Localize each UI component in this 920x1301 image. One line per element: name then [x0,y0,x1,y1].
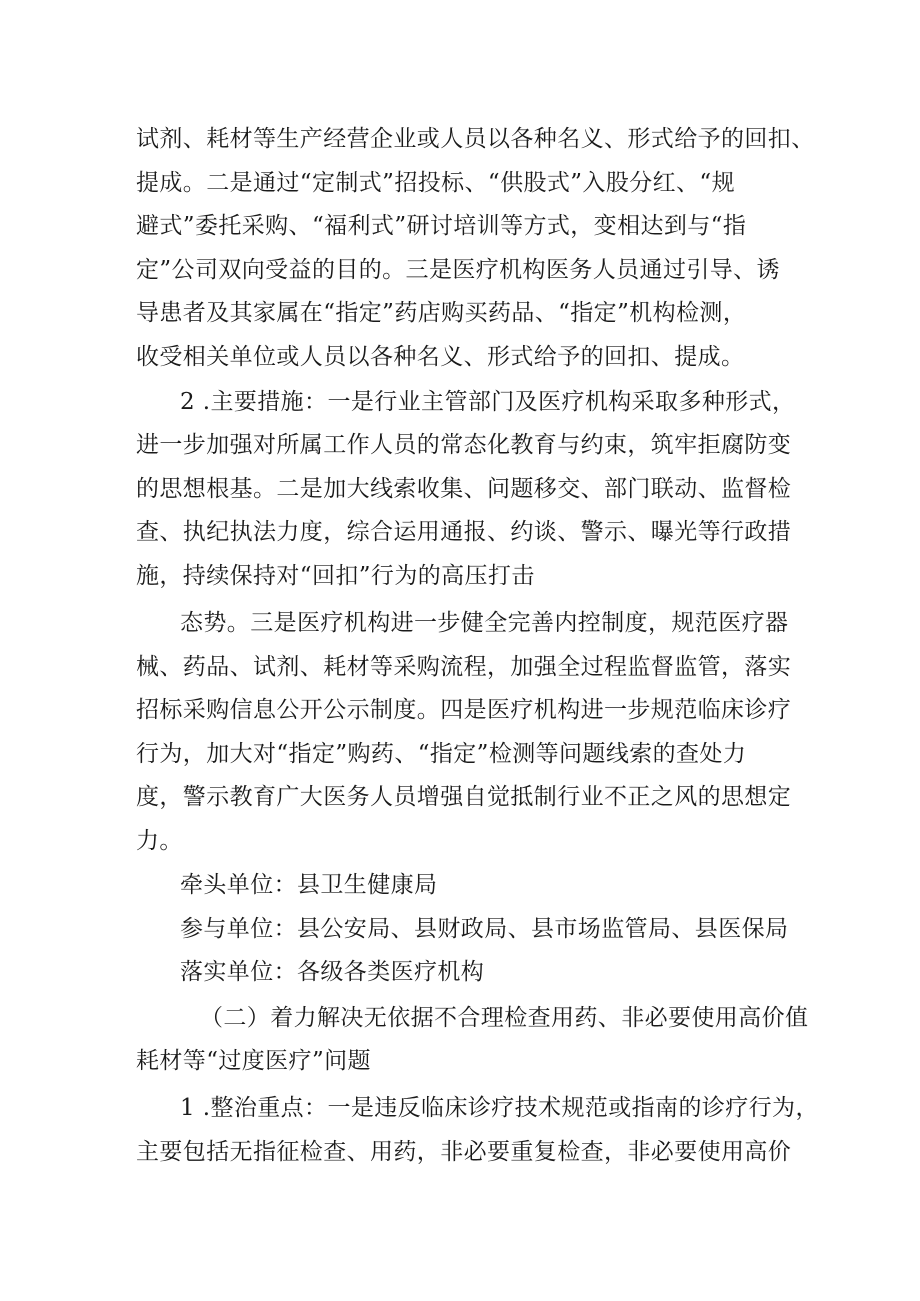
paragraph-line: 避式”委托采购、“福利式”研讨培训等方式，变相达到与“指 [136,213,747,239]
section-heading: （二）着力解决无依据不合理检查用药、非必要使用高价值 [200,1005,809,1031]
paragraph-line: 进一步加强对所属工作人员的常态化教育与约束，筑牢拒腐防变 [136,432,792,458]
implementing-units-line: 落实单位：各级各类医疗机构 [180,959,485,985]
paragraph-line: 2 .主要措施：一是行业主管部门及医疗机构采取多种形式， [180,389,796,415]
paragraph-line: 查、执纪执法力度，综合运用通报、约谈、警示、曝光等行政措 [136,519,792,545]
paragraph-line: 试剂、耗材等生产经营企业或人员以各种名义、形式给予的回扣、 [136,126,815,152]
paragraph-line: 1 .整治重点：一是违反临床诊疗技术规范或指南的诊疗行为， [180,1095,819,1121]
paragraph-line: 招标采购信息公开公示制度。四是医疗机构进一步规范临床诊疗 [136,697,792,723]
participating-units-line: 参与单位：县公安局、县财政局、县市场监管局、县医保局 [180,916,789,942]
paragraph-line: 械、药品、试剂、耗材等采购流程，加强全过程监督监管，落实 [136,654,792,680]
paragraph-line: 力。 [136,828,183,854]
paragraph-line: 行为，加大对“指定”购药、“指定”检测等问题线索的查处力 [136,741,747,767]
lead-unit-line: 牵头单位：县卫生健康局 [180,872,438,898]
section-heading: 耗材等“过度医疗”问题 [136,1048,371,1074]
paragraph-line: 提成。二是通过“定制式”招投标、“供股式”入股分红、“规 [136,170,735,196]
paragraph-line: 导患者及其家属在“指定”药店购买药品、“指定”机构检测， [136,300,747,326]
paragraph-line: 收受相关单位或人员以各种名义、形式给予的回扣、提成。 [136,344,745,370]
paragraph-line: 主要包括无指征检查、用药，非必要重复检查，非必要使用高价 [136,1139,792,1165]
paragraph-line: 态势。三是医疗机构进一步健全完善内控制度，规范医疗器 [180,610,789,636]
paragraph-line: 施，持续保持对“回扣”行为的高压打击 [136,563,535,589]
paragraph-line: 度，警示教育广大医务人员增强自觉抵制行业不正之风的思想定 [136,784,792,810]
paragraph-line: 的思想根基。二是加大线索收集、问题移交、部门联动、监督检 [136,476,792,502]
paragraph-line: 定”公司双向受益的目的。三是医疗机构医务人员通过引导、诱 [136,257,780,283]
